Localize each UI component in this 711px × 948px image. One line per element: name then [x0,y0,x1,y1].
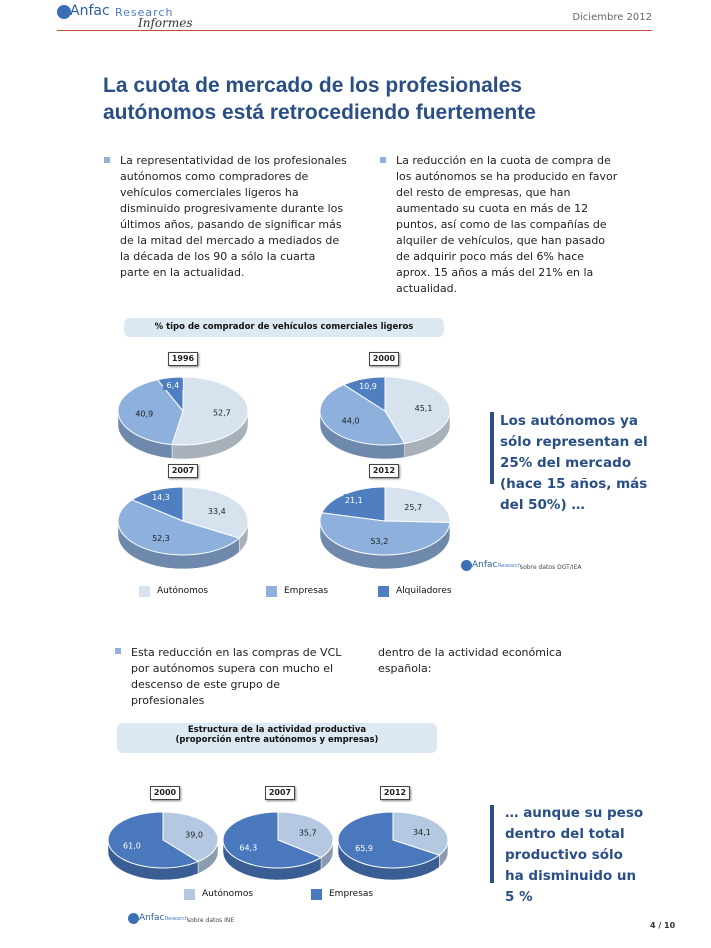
intro-left-paragraph: La representatividad de los profesionales autónomos como compradores de vehículos comerciales ligeros ha disminuido progresivamente durante los últimos años, pasando de significar más de la mitad del mercado a mediados de la década de los 90 a sólo la cuarta parte en la actualidad. [120,154,347,279]
legend-swatch-autonomos [139,586,150,597]
legend2-label-empresas: Empresas [329,889,374,899]
legend-swatch-alquiladores [378,586,389,597]
callout-productivo: … aunque su peso dentro del total productivo sólo ha disminuido un 5 % [505,805,644,905]
source-note: sobre datos DGT/IEA [520,564,582,571]
chart2-year-2012: 2012 [380,786,410,800]
pie0-label-1: 40,9 [135,409,154,419]
chart-panel-title-2 [117,723,437,753]
legend-swatch-empresas [266,586,277,597]
pie1-label-1: 44,0 [341,416,360,426]
legend-label-alquiladores: Alquiladores [396,586,452,596]
chart2-year-2007: 2007 [265,786,295,800]
source2-logo-icon [128,913,139,924]
pie3-label-2: 21,1 [344,496,363,506]
section2-left-paragraph: Esta reducción en las compras de VCL por autónomos supera con mucho el descenso de este grupo de profesionales [131,646,342,707]
pie1-label-2: 10,9 [359,382,377,392]
logo-informes: Informes [138,16,193,30]
pie6-label-1: 65,9 [355,844,373,854]
callout-bar [490,412,494,484]
pie2-label-1: 52,3 [152,533,170,543]
pie6-label-0: 34,1 [413,827,431,837]
pie5-label-0: 35,7 [298,828,317,838]
pie5-label-1: 64,3 [239,843,258,853]
callout-autonomos: Los autónomos ya sólo representan el 25% del mercado (hace 15 años, más del 50%) … [500,413,648,513]
page-number: 4 / 10 [650,921,676,930]
pie3-label-1: 53,2 [370,537,389,547]
chart-year-2007: 2007 [168,464,198,478]
legend-label-empresas: Empresas [284,586,329,596]
legend2-swatch-empresas [311,889,322,900]
bullet-icon [115,648,121,654]
legend2-swatch-autonomos [184,889,195,900]
chart-year-2000: 2000 [369,352,399,366]
chart2-year-2000: 2000 [150,786,180,800]
panel-title-line1: Estructura de la actividad productiva [187,725,367,735]
logo-brand: Anfac [70,3,110,19]
pie4-label-1: 61,0 [123,841,141,851]
source-logo-brand: Anfac [472,560,498,570]
page-title: La cuota de mercado de los profesionales autónomos está retrocediendo fuertemente [103,74,536,124]
panel-title-line2: (proporción entre autónomos y empresas) [175,735,379,745]
source-logo-icon [461,560,472,571]
pie0-label-2: 6,4 [166,381,180,391]
pie3-label-0: 25,7 [404,502,423,512]
pie2-label-2: 14,3 [152,493,170,503]
source2-note: sobre datos INE [187,917,235,924]
pie1-label-0: 45,1 [414,403,433,413]
intro-right-paragraph: La reducción en la cuota de compra de los autónomos se ha producido en favor del resto de empresas, que han aumentado su cuota en más de 12 puntos, así como de las compañías de alquiler de vehículos, que han pasado de adquirir poco más del 6% hace aprox. 15 años a más del 21% en la actualidad. [396,154,618,295]
pie4-label-0: 39,0 [185,830,203,840]
callout-bar-2 [490,805,494,883]
section2-right-paragraph: dentro de la actividad económica española: [378,646,562,675]
source2-logo-brand: Anfac [139,913,165,923]
pie2-label-0: 33,4 [207,506,226,516]
logo-research: Research [115,6,174,19]
legend2-label-autonomos: Autónomos [202,889,254,899]
legend-label-autonomos: Autónomos [157,586,209,596]
source2-logo-research: Research [165,916,188,922]
chart-panel-title: % tipo de comprador de vehículos comerciales ligeros [124,318,444,337]
chart-year-2012: 2012 [369,464,399,478]
source-logo-research: Research [498,563,521,569]
pie0-label-0: 52,7 [212,408,231,418]
report-date: Diciembre 2012 [572,12,652,23]
chart-year-1996: 1996 [168,352,198,366]
